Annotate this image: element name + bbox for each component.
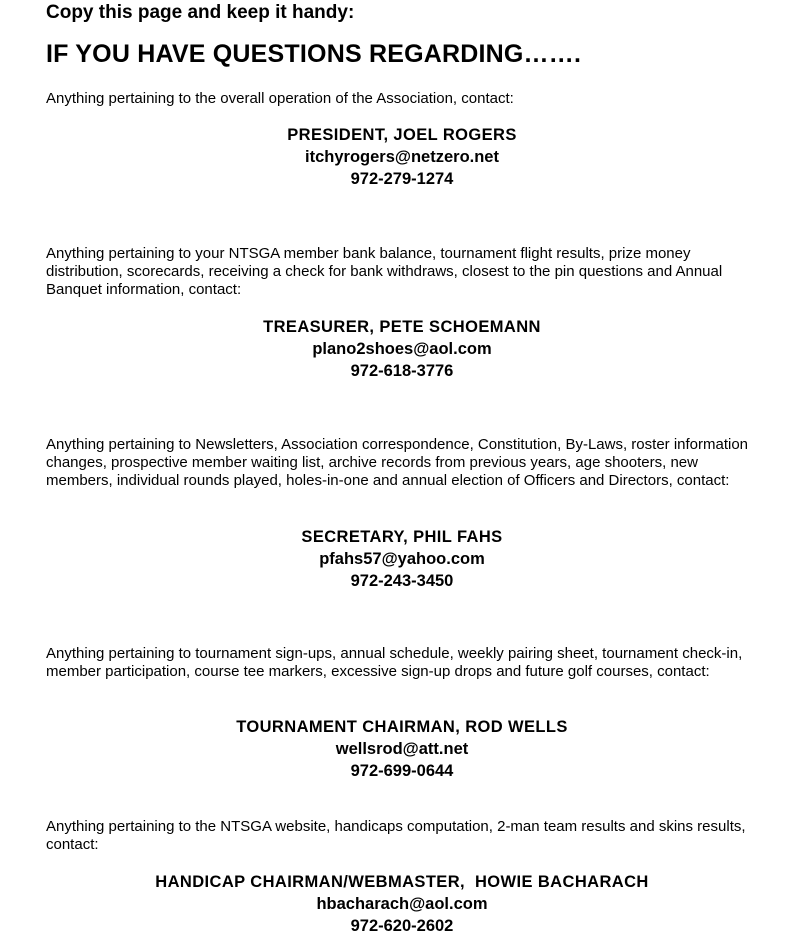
handicap-email[interactable]: hbacharach@aol.com: [316, 895, 488, 913]
president-description: Anything pertaining to the overall operation of the Association, contact:: [46, 90, 514, 107]
copy-note: Copy this page and keep it handy:: [46, 2, 355, 23]
tournament-contact: [0, 716, 804, 782]
questions-title: IF YOU HAVE QUESTIONS REGARDING…….: [46, 40, 582, 68]
president-phone: 972-279-1274: [350, 170, 454, 188]
secretary-role: SECRETARY, PHIL FAHS: [301, 528, 503, 546]
treasurer-phone: 972-618-3776: [350, 362, 454, 380]
tournament-email[interactable]: wellsrod@att.net: [335, 740, 469, 758]
secretary-phone: 972-243-3450: [350, 572, 454, 590]
tournament-phone: 972-699-0644: [350, 762, 454, 780]
president-contact: [0, 124, 804, 190]
tournament-role: TOURNAMENT CHAIRMAN, ROD WELLS: [236, 718, 568, 736]
secretary-email[interactable]: pfahs57@yahoo.com: [319, 550, 485, 568]
treasurer-description: Anything pertaining to your NTSGA member bank balance, tournament flight results, prize money distribution, scorecards, receiving a check for bank withdraws, closest to the pin questions and Annual Banquet information, contact:: [46, 245, 723, 298]
handicap-phone: 972-620-2602: [350, 917, 454, 935]
handicap-contact: [0, 871, 804, 937]
secretary-contact: [0, 526, 804, 592]
handicap-description: Anything pertaining to the NTSGA website, handicaps computation, 2-man team results and skins results, contact:: [46, 818, 746, 853]
president-email[interactable]: itchyrogers@netzero.net: [305, 148, 499, 166]
secretary-description: Anything pertaining to Newsletters, Association correspondence, Constitution, By-Laws, roster information changes, prospective member waiting list, archive records from previous years, age shooters, new members, individual rounds played, holes-in-one and annual election of Officers and Directors, contact:: [46, 436, 749, 489]
treasurer-contact: [0, 316, 804, 382]
treasurer-email[interactable]: plano2shoes@aol.com: [312, 340, 492, 358]
handicap-role: HANDICAP CHAIRMAN/WEBMASTER, HOWIE BACHARACH: [155, 873, 649, 891]
president-role: PRESIDENT, JOEL ROGERS: [287, 126, 517, 144]
tournament-description: Anything pertaining to tournament sign-ups, annual schedule, weekly pairing sheet, tournament check-in, member participation, course tee markers, excessive sign-up drops and future golf courses, contact:: [46, 645, 743, 680]
treasurer-role: TREASURER, PETE SCHOEMANN: [263, 318, 541, 336]
